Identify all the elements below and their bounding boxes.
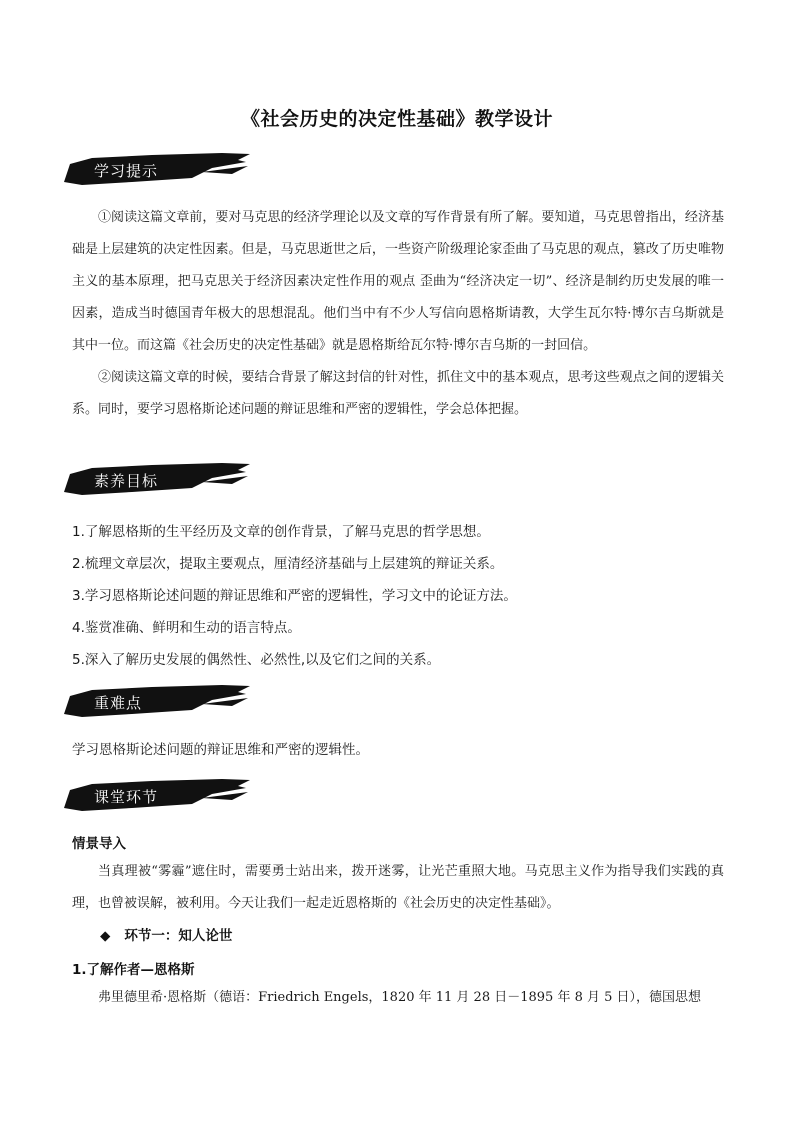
page-title: 《社会历史的决定性基础》教学设计 (240, 108, 553, 130)
author-heading: 1.了解作者—恩格斯 (72, 962, 195, 978)
section-title: 素养目标 (94, 472, 159, 490)
intro-heading: 情景导入 (72, 836, 126, 852)
list-item: 3.学习恩格斯论述问题的辩证思维和严密的逻辑性，学习文中的论证方法。 (72, 588, 517, 604)
section-title: 重难点 (94, 694, 143, 712)
list-item: 5.深入了解历史发展的偶然性、必然性,以及它们之间的关系。 (72, 652, 441, 668)
tips-paragraph-1: ①阅读这篇文章前，要对马克思的经济学理论以及文章的写作背景有所了解。要知道，马克思曾指出，经济基础是上层建筑的决定性因素。但是，马克思逝世之后，一些资产阶级理论家歪曲了马克思的观点，篡改了历史唯物主义的基本原理，把马克思关于经济因素决定性作用的观点 歪曲为“经济决定一切”、经济是制约历史发展的唯一因素，造成当时德国青年极大的思想混乱。他们当中有不少人写信向恩格斯请教，大学生瓦尔特·博尔吉乌斯就是其中一位。而这篇《社会历史的决定性基础》就是恩格斯给瓦尔特·博尔吉乌斯的一封回信。 (72, 210, 724, 353)
diamond-bullet-icon: ◆ (100, 928, 111, 944)
list-item: 4.鉴赏准确、鲜明和生动的语言特点。 (72, 620, 301, 636)
author-text-block (72, 982, 724, 1014)
author-text: 弗里德里希·恩格斯（德语：Friedrich Engels，1820 年 11 月 28 日－1895 年 8 月 5 日），德国思想 (98, 990, 702, 1005)
section-banner-class (62, 778, 252, 814)
section-title: 学习提示 (94, 162, 159, 180)
tips-paragraph-2: ②阅读这篇文章的时候，要结合背景了解这封信的针对性，抓住文中的基本观点，思考这些观点之间的逻辑关系。同时，要学习恩格斯论述问题的辩证思维和严密的逻辑性，学会总体把握。 (72, 370, 724, 417)
link-one (100, 924, 232, 944)
section-banner-goals (62, 462, 252, 498)
section-banner-tips (62, 152, 252, 188)
link-one-label: 环节一：知人论世 (124, 928, 233, 944)
goal-list (72, 516, 724, 676)
intro-text: 当真理被“雾霾”遮住时，需要勇士站出来，拨开迷雾，让光芒重照大地。马克思主义作为指导我们实践的真理，也曾被误解，被利用。今天让我们一起走近恩格斯的《社会历史的决定性基础》。 (72, 864, 724, 911)
list-item: 2.梳理文章层次，提取主要观点，厘清经济基础与上层建筑的辩证关系。 (72, 556, 504, 572)
section-title: 课堂环节 (94, 788, 159, 806)
key-point-text: 学习恩格斯论述问题的辩证思维和严密的逻辑性。 (72, 742, 369, 758)
intro-text-block (72, 856, 724, 920)
list-item: 1.了解恩格斯的生平经历及文章的创作背景，了解马克思的哲学思想。 (72, 524, 490, 540)
tips-text (72, 202, 724, 426)
section-banner-key-points (62, 684, 252, 720)
brush-stroke-icon (62, 684, 252, 720)
